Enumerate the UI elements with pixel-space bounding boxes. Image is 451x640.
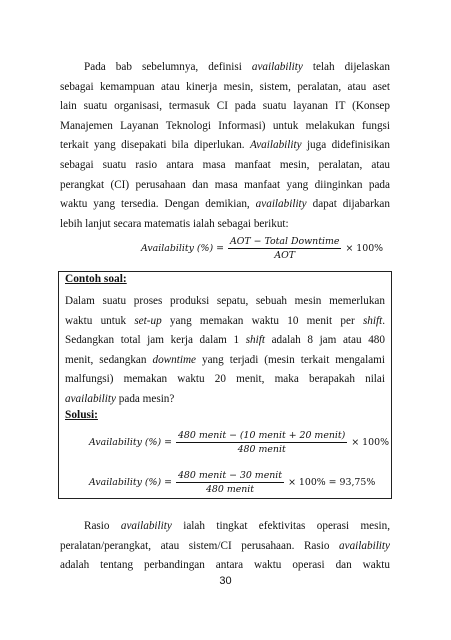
text-run: telah dijelaskan: [302, 61, 390, 73]
text-line: [60, 215, 390, 235]
availability-formula: [141, 236, 383, 261]
text-run: lebih lanjut secara matematis ialah sebagai berikut:: [60, 217, 289, 230]
italic-term: shift: [362, 314, 383, 327]
intro-paragraph: [60, 58, 390, 234]
text-run: Rasio: [84, 520, 121, 532]
text-run: terkait yang disepakati bila diperlukan.: [60, 139, 250, 152]
text-run: yang memakan waktu 10 menit per: [161, 314, 363, 327]
solution-formula-1: [89, 430, 389, 455]
text-line: [60, 156, 390, 176]
formula-lhs: Availability (%) =: [141, 243, 224, 254]
text-line: [65, 390, 385, 410]
italic-term: availability: [65, 392, 116, 405]
text-run: dapat dijabarkan: [306, 198, 390, 211]
formula-fraction: [228, 236, 341, 261]
text-run: waktu yang tersedia. Dengan demikian,: [60, 198, 256, 211]
solution-2-numerator: 480 menit − 30 menit: [177, 470, 283, 481]
text-run: malfungsi) memakan waktu 20 menit, maka berapakah nilai: [65, 373, 385, 386]
example-heading: Contoh soal:: [65, 273, 127, 285]
solution-2-fraction: [176, 470, 284, 495]
text-run: sebagai suatu rasio antara masa manfaat mesin, peralatan, atau: [60, 158, 390, 171]
text-run: juga didefinisikan: [301, 139, 390, 152]
solution-1-fraction: [176, 430, 347, 455]
solution-heading: Solusi:: [65, 409, 98, 421]
text-run: Pada bab sebelumnya, definisi: [84, 61, 252, 73]
solution-2-denominator: 480 menit: [205, 484, 255, 495]
solution-2-lhs: Availability (%) =: [89, 477, 172, 488]
text-run: yang terjadi (mesin terkait mengalami: [196, 353, 385, 366]
text-run: ialah tingkat efektivitas operasi mesin,: [171, 520, 390, 532]
italic-term: downtime: [152, 353, 196, 366]
italic-term: set-up: [134, 314, 162, 327]
text-run: sebagai kemampuan atau kinerja mesin, sistem, peralatan, atau aset: [60, 80, 390, 93]
text-line: [60, 537, 390, 557]
solution-1-denominator: 480 menit: [237, 444, 286, 455]
text-line: [65, 331, 385, 351]
text-run: menit, sedangkan: [65, 353, 153, 366]
text-line: [65, 292, 385, 312]
solution-formula-2: [89, 470, 375, 495]
text-run: adalah 8 jam atau 480: [264, 334, 385, 347]
text-line: [65, 351, 385, 371]
text-run: pada mesin?: [115, 392, 175, 405]
text-line: [60, 58, 390, 78]
formula-suffix: × 100%: [345, 243, 384, 254]
solution-1-numerator: 480 menit − (10 menit + 20 menit): [177, 430, 346, 441]
text-line: [60, 195, 390, 215]
formula-numerator: AOT − Total Downtime: [229, 236, 340, 247]
italic-term: shift: [245, 334, 265, 347]
text-line: [60, 176, 390, 196]
closing-paragraph: [60, 517, 390, 576]
text-run: peralatan/perangkat, atau sistem/CI perusahaan. Rasio: [60, 539, 340, 552]
solution-2-suffix: × 100% = 93,75%: [288, 477, 376, 488]
text-line: [60, 117, 390, 137]
text-line: [60, 97, 390, 117]
solution-1-lhs: Availability (%) =: [89, 437, 172, 448]
example-paragraph: [65, 292, 385, 410]
text-run: perangkat (CI) perusahaan dan masa manfaat yang diinginkan pada: [60, 178, 390, 191]
text-run: waktu untuk: [65, 314, 135, 327]
text-run: lain suatu organisasi, termasuk CI pada suatu layanan IT (Konsep: [60, 100, 390, 113]
text-line: [60, 136, 390, 156]
text-line: [60, 517, 390, 537]
text-line: [65, 370, 385, 390]
formula-denominator: AOT: [274, 250, 296, 261]
solution-1-suffix: × 100%: [351, 437, 389, 448]
italic-term: availability: [120, 520, 172, 532]
text-line: [60, 556, 390, 576]
text-line: [60, 78, 390, 98]
italic-term: availability: [339, 539, 390, 552]
text-run: Sedangkan total jam kerja dalam 1: [65, 334, 246, 347]
text-run: Dalam suatu proses produksi sepatu, sebuah mesin memerlukan: [65, 295, 385, 307]
italic-term: availability: [251, 61, 303, 73]
text-run: adalah tentang perbandingan antara waktu operasi dan waktu: [60, 559, 390, 572]
text-run: Manajemen Layanan Teknologi Informasi) untuk melakukan fungsi: [60, 119, 390, 132]
italic-term: Availability: [249, 139, 302, 152]
page-number: 30: [219, 575, 232, 587]
italic-term: availability: [255, 198, 307, 211]
text-run: .: [382, 314, 386, 327]
text-line: [65, 312, 385, 332]
